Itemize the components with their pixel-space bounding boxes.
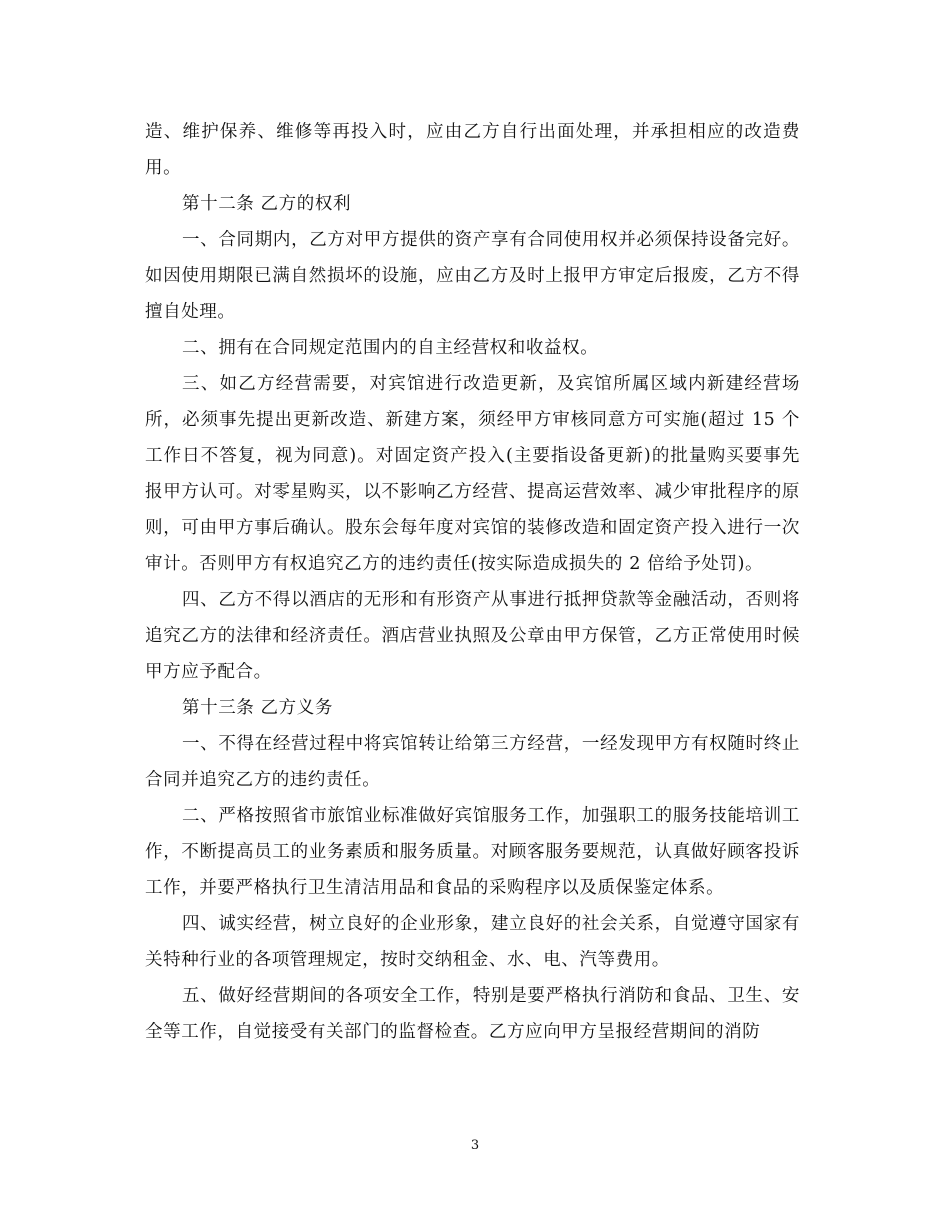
paragraph-12-2: 二、拥有在合同规定范围内的自主经营权和收益权。 [182, 338, 599, 358]
paragraph-13-1: 一、不得在经营过程中将宾馆转让给第三方经营，一经发现甲方有权随时终止合同并追究乙方的违约责任。 [145, 734, 800, 790]
article-13-heading: 第十三条 乙方义务 [182, 698, 333, 718]
article-12-heading: 第十二条 乙方的权利 [182, 194, 352, 214]
paragraph-12-3: 三、如乙方经营需要，对宾馆进行改造更新，及宾馆所属区域内新建经营场所，必须事先提出更新改造、新建方案，须经甲方审核同意方可实施(超过 15 个工作日不答复，视为同意)。对固定资产投入(主要指设备更新)的批量购买要事先报甲方认可。对零星购买，以不影响乙方经营、提高运营效率、减少审批程序的原则，可由甲方事后确认。股东会每年度对宾馆的装修改造和固定资产投入进行一次审计。否则甲方有权追究乙方的违约责任(按实际造成损失的 2 倍给予处罚)。 [145, 374, 800, 574]
paragraph-continued: 造、维护保养、维修等再投入时，应由乙方自行出面处理，并承担相应的改造费用。 [145, 122, 800, 178]
paragraph-12-4: 四、乙方不得以酒店的无形和有形资产从事进行抵押贷款等金融活动，否则将追究乙方的法律和经济责任。酒店营业执照及公章由甲方保管，乙方正常使用时候甲方应予配合。 [145, 590, 800, 682]
paragraph-13-5: 五、做好经营期间的各项安全工作，特别是要严格执行消防和食品、卫生、安全等工作，自觉接受有关部门的监督检查。乙方应向甲方呈报经营期间的消防 [145, 986, 800, 1042]
paragraph-13-2: 二、严格按照省市旅馆业标准做好宾馆服务工作，加强职工的服务技能培训工作，不断提高员工的业务素质和服务质量。对顾客服务要规范，认真做好顾客投诉工作，并要严格执行卫生清洁用品和食品的采购程序以及质保鉴定体系。 [145, 806, 800, 898]
paragraph-13-4: 四、诚实经营，树立良好的企业形象，建立良好的社会关系，自觉遵守国家有关特种行业的各项管理规定，按时交纳租金、水、电、汽等费用。 [145, 914, 800, 970]
document-body [145, 114, 800, 1050]
paragraph-12-1: 一、合同期内，乙方对甲方提供的资产享有合同使用权并必须保持设备完好。如因使用期限已满自然损坏的设施，应由乙方及时上报甲方审定后报废，乙方不得擅自处理。 [145, 230, 800, 322]
page-number: 3 [470, 1138, 480, 1153]
